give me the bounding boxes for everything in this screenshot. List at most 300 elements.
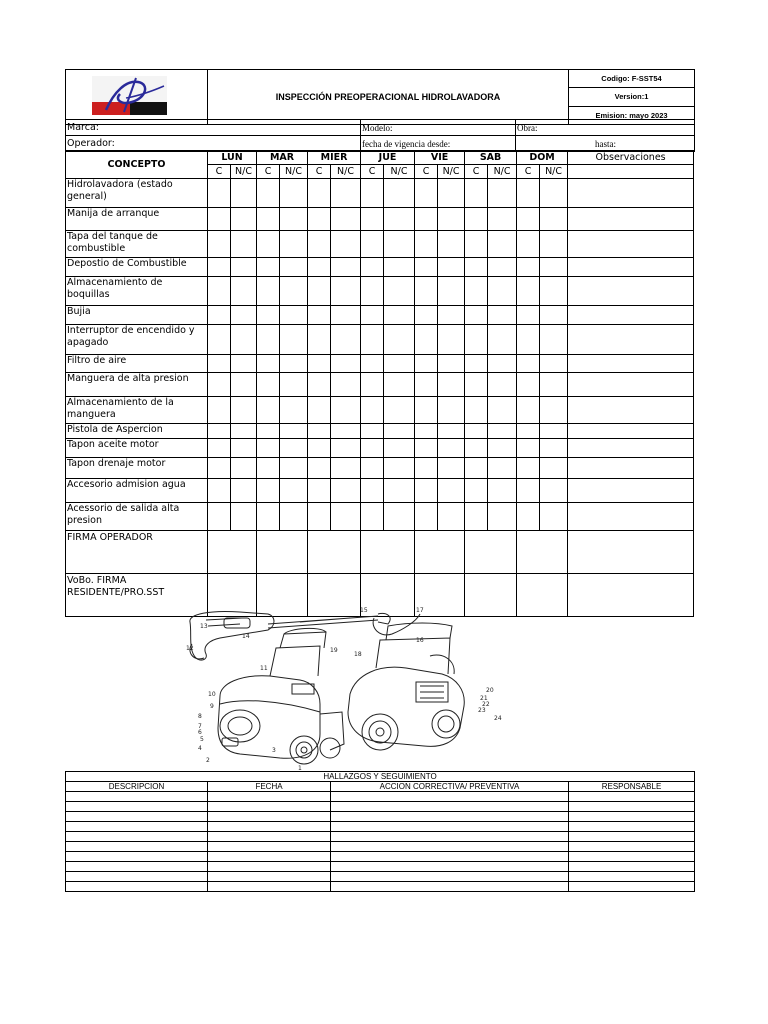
noncompliant-check-cell[interactable] <box>280 231 308 258</box>
noncompliant-check-cell[interactable] <box>540 277 568 306</box>
compliant-check-cell[interactable] <box>465 277 488 306</box>
compliant-check-cell[interactable] <box>208 231 231 258</box>
noncompliant-check-cell[interactable] <box>540 373 568 397</box>
signature-cell[interactable] <box>517 574 568 617</box>
compliant-check-cell[interactable] <box>308 458 331 479</box>
compliant-check-cell[interactable] <box>517 179 540 208</box>
findings-table <box>65 771 695 892</box>
noncompliant-check-cell[interactable] <box>438 424 465 439</box>
noncompliant-check-cell[interactable] <box>231 503 257 531</box>
compliant-check-cell[interactable] <box>208 306 231 325</box>
noncompliant-check-cell[interactable] <box>280 439 308 458</box>
compliant-check-cell[interactable] <box>257 424 280 439</box>
compliant-check-cell[interactable] <box>257 208 280 231</box>
findings-cell[interactable] <box>208 842 331 852</box>
signature-cell[interactable] <box>257 531 308 574</box>
noncompliant-check-cell[interactable] <box>384 503 415 531</box>
noncompliant-check-cell[interactable] <box>438 231 465 258</box>
compliant-check-cell[interactable] <box>415 424 438 439</box>
compliant-check-cell[interactable] <box>517 258 540 277</box>
compliant-check-cell[interactable] <box>517 458 540 479</box>
findings-col-header: DESCRIPCION <box>66 782 208 792</box>
compliant-check-cell[interactable] <box>465 458 488 479</box>
noncompliant-check-cell[interactable] <box>384 424 415 439</box>
compliant-check-cell[interactable] <box>208 277 231 306</box>
observation-cell[interactable] <box>568 574 694 617</box>
compliant-check-cell[interactable] <box>208 208 231 231</box>
noncompliant-check-cell[interactable] <box>331 277 361 306</box>
noncompliant-check-cell[interactable] <box>331 231 361 258</box>
compliant-check-cell[interactable] <box>257 479 280 503</box>
checklist-item-label: Tapa del tanque de combustible <box>66 231 208 258</box>
noncompliant-check-cell[interactable] <box>231 258 257 277</box>
findings-cell[interactable] <box>569 842 695 852</box>
compliant-check-cell[interactable] <box>257 439 280 458</box>
findings-cell[interactable] <box>208 822 331 832</box>
compliant-check-cell[interactable] <box>257 258 280 277</box>
compliant-check-cell[interactable] <box>465 373 488 397</box>
observation-cell[interactable] <box>568 306 694 325</box>
concept-header: CONCEPTO <box>66 151 208 179</box>
noncompliant-check-cell[interactable] <box>384 231 415 258</box>
noncompliant-check-cell[interactable] <box>488 458 517 479</box>
noncompliant-check-cell[interactable] <box>540 231 568 258</box>
operator-field[interactable]: Operador: <box>66 136 361 152</box>
compliant-check-cell[interactable] <box>361 306 384 325</box>
noncompliant-check-cell[interactable] <box>488 325 517 355</box>
signature-label: VoBo. FIRMA RESIDENTE/PRO.SST <box>66 574 208 617</box>
noncompliant-check-cell[interactable] <box>331 458 361 479</box>
observation-cell[interactable] <box>568 458 694 479</box>
noncompliant-check-cell[interactable] <box>384 325 415 355</box>
compliant-check-cell[interactable] <box>415 208 438 231</box>
compliant-check-cell[interactable] <box>361 277 384 306</box>
compliant-check-cell[interactable] <box>361 479 384 503</box>
compliant-check-cell[interactable] <box>415 231 438 258</box>
noncompliant-check-cell[interactable] <box>438 355 465 373</box>
compliant-check-cell[interactable] <box>465 424 488 439</box>
findings-cell[interactable] <box>208 832 331 842</box>
compliant-check-cell[interactable] <box>361 325 384 355</box>
compliant-check-cell[interactable] <box>308 355 331 373</box>
compliant-check-cell[interactable] <box>415 355 438 373</box>
compliant-check-cell[interactable] <box>415 458 438 479</box>
noncompliant-check-cell[interactable] <box>540 325 568 355</box>
compliant-check-cell[interactable] <box>517 439 540 458</box>
noncompliant-check-cell[interactable] <box>331 479 361 503</box>
findings-cell[interactable] <box>208 792 331 802</box>
noncompliant-check-cell[interactable] <box>438 458 465 479</box>
compliant-check-cell[interactable] <box>208 503 231 531</box>
findings-cell[interactable] <box>66 852 208 862</box>
noncompliant-check-cell[interactable] <box>331 179 361 208</box>
diagram-callout: 7 <box>198 723 202 730</box>
findings-cell[interactable] <box>331 792 569 802</box>
compliant-check-cell[interactable] <box>308 277 331 306</box>
compliant-check-cell[interactable] <box>517 373 540 397</box>
findings-cell[interactable] <box>569 852 695 862</box>
noncompliant-check-cell[interactable] <box>331 503 361 531</box>
observation-cell[interactable] <box>568 479 694 503</box>
compliant-check-cell[interactable] <box>208 458 231 479</box>
findings-cell[interactable] <box>66 862 208 872</box>
noncompliant-check-cell[interactable] <box>231 179 257 208</box>
noncompliant-check-cell[interactable] <box>540 355 568 373</box>
compliant-check-cell[interactable] <box>257 355 280 373</box>
findings-cell[interactable] <box>66 872 208 882</box>
noncompliant-check-cell[interactable] <box>438 258 465 277</box>
noncompliant-check-cell[interactable] <box>488 258 517 277</box>
noncompliant-check-cell[interactable] <box>488 355 517 373</box>
noncompliant-check-cell[interactable] <box>280 208 308 231</box>
compliant-check-cell[interactable] <box>257 458 280 479</box>
noncompliant-check-cell[interactable] <box>280 306 308 325</box>
compliant-check-cell[interactable] <box>415 306 438 325</box>
compliant-check-cell[interactable] <box>465 439 488 458</box>
diagram-callout: 6 <box>198 729 202 736</box>
compliant-check-cell[interactable] <box>257 503 280 531</box>
compliant-check-cell[interactable] <box>208 355 231 373</box>
findings-cell[interactable] <box>331 852 569 862</box>
noncompliant-check-cell[interactable] <box>384 258 415 277</box>
noncompliant-check-cell[interactable] <box>384 458 415 479</box>
noncompliant-check-cell[interactable] <box>488 439 517 458</box>
noncompliant-check-cell[interactable] <box>280 355 308 373</box>
compliant-col-header: C <box>257 165 280 179</box>
compliant-check-cell[interactable] <box>361 231 384 258</box>
noncompliant-check-cell[interactable] <box>384 277 415 306</box>
noncompliant-check-cell[interactable] <box>280 277 308 306</box>
findings-cell[interactable] <box>66 842 208 852</box>
compliant-check-cell[interactable] <box>208 439 231 458</box>
findings-cell[interactable] <box>208 862 331 872</box>
noncompliant-check-cell[interactable] <box>540 503 568 531</box>
findings-cell[interactable] <box>331 862 569 872</box>
brand-field[interactable]: Marca: <box>66 120 361 136</box>
compliant-check-cell[interactable] <box>415 373 438 397</box>
compliant-check-cell[interactable] <box>415 479 438 503</box>
compliant-check-cell[interactable] <box>308 258 331 277</box>
noncompliant-check-cell[interactable] <box>438 179 465 208</box>
noncompliant-check-cell[interactable] <box>438 439 465 458</box>
compliant-check-cell[interactable] <box>465 306 488 325</box>
noncompliant-check-cell[interactable] <box>231 373 257 397</box>
compliant-check-cell[interactable] <box>361 458 384 479</box>
noncompliant-check-cell[interactable] <box>331 439 361 458</box>
noncompliant-check-cell[interactable] <box>438 373 465 397</box>
findings-cell[interactable] <box>569 882 695 892</box>
compliant-check-cell[interactable] <box>415 277 438 306</box>
findings-cell[interactable] <box>66 822 208 832</box>
compliant-check-cell[interactable] <box>208 179 231 208</box>
noncompliant-check-cell[interactable] <box>438 503 465 531</box>
compliant-check-cell[interactable] <box>465 479 488 503</box>
observation-cell[interactable] <box>568 325 694 355</box>
noncompliant-check-cell[interactable] <box>384 373 415 397</box>
observation-cell[interactable] <box>568 373 694 397</box>
noncompliant-check-cell[interactable] <box>231 231 257 258</box>
compliant-check-cell[interactable] <box>361 355 384 373</box>
compliant-check-cell[interactable] <box>308 325 331 355</box>
findings-cell[interactable] <box>569 832 695 842</box>
noncompliant-check-cell[interactable] <box>231 325 257 355</box>
checklist-item-label: Pistola de Aspercion <box>66 424 208 439</box>
noncompliant-check-cell[interactable] <box>384 439 415 458</box>
compliant-check-cell[interactable] <box>308 479 331 503</box>
noncompliant-check-cell[interactable] <box>280 373 308 397</box>
compliant-check-cell[interactable] <box>465 355 488 373</box>
compliant-check-cell[interactable] <box>415 179 438 208</box>
noncompliant-check-cell[interactable] <box>331 424 361 439</box>
findings-cell[interactable] <box>331 812 569 822</box>
noncompliant-check-cell[interactable] <box>540 479 568 503</box>
findings-cell[interactable] <box>66 812 208 822</box>
findings-cell[interactable] <box>66 792 208 802</box>
compliant-check-cell[interactable] <box>517 503 540 531</box>
noncompliant-check-cell[interactable] <box>540 439 568 458</box>
noncompliant-check-cell[interactable] <box>280 397 308 424</box>
noncompliant-check-cell[interactable] <box>540 397 568 424</box>
noncompliant-check-cell[interactable] <box>488 277 517 306</box>
compliant-check-cell[interactable] <box>257 373 280 397</box>
compliant-check-cell[interactable] <box>415 503 438 531</box>
diagram-callout: 4 <box>198 745 202 752</box>
compliant-check-cell[interactable] <box>257 325 280 355</box>
noncompliant-check-cell[interactable] <box>280 503 308 531</box>
compliant-check-cell[interactable] <box>208 325 231 355</box>
findings-cell[interactable] <box>208 872 331 882</box>
compliant-check-cell[interactable] <box>517 325 540 355</box>
compliant-check-cell[interactable] <box>308 179 331 208</box>
noncompliant-check-cell[interactable] <box>438 325 465 355</box>
noncompliant-check-cell[interactable] <box>280 424 308 439</box>
signature-cell[interactable] <box>517 531 568 574</box>
noncompliant-check-cell[interactable] <box>438 306 465 325</box>
noncompliant-check-cell[interactable] <box>488 424 517 439</box>
compliant-check-cell[interactable] <box>308 373 331 397</box>
findings-cell[interactable] <box>331 842 569 852</box>
compliant-check-cell[interactable] <box>361 258 384 277</box>
compliant-check-cell[interactable] <box>465 397 488 424</box>
compliant-check-cell[interactable] <box>517 208 540 231</box>
findings-cell[interactable] <box>331 832 569 842</box>
noncompliant-check-cell[interactable] <box>384 355 415 373</box>
compliant-check-cell[interactable] <box>308 424 331 439</box>
findings-cell[interactable] <box>66 882 208 892</box>
noncompliant-check-cell[interactable] <box>540 208 568 231</box>
noncompliant-check-cell[interactable] <box>540 179 568 208</box>
noncompliant-check-cell[interactable] <box>488 479 517 503</box>
observation-cell[interactable] <box>568 231 694 258</box>
signature-cell[interactable] <box>208 531 257 574</box>
noncompliant-check-cell[interactable] <box>488 179 517 208</box>
checklist-row <box>66 306 694 325</box>
compliant-check-cell[interactable] <box>517 277 540 306</box>
findings-row <box>66 862 695 872</box>
checklist-row <box>66 503 694 531</box>
noncompliant-check-cell[interactable] <box>331 373 361 397</box>
noncompliant-check-cell[interactable] <box>488 397 517 424</box>
compliant-check-cell[interactable] <box>361 439 384 458</box>
observation-cell[interactable] <box>568 503 694 531</box>
noncompliant-check-cell[interactable] <box>231 439 257 458</box>
compliant-check-cell[interactable] <box>308 231 331 258</box>
observation-cell[interactable] <box>568 397 694 424</box>
signature-cell[interactable] <box>308 531 361 574</box>
compliant-check-cell[interactable] <box>208 479 231 503</box>
compliant-check-cell[interactable] <box>257 179 280 208</box>
observation-cell[interactable] <box>568 355 694 373</box>
noncompliant-check-cell[interactable] <box>384 179 415 208</box>
noncompliant-check-cell[interactable] <box>384 208 415 231</box>
compliant-check-cell[interactable] <box>517 231 540 258</box>
findings-cell[interactable] <box>208 852 331 862</box>
noncompliant-check-cell[interactable] <box>231 306 257 325</box>
findings-cell[interactable] <box>331 872 569 882</box>
findings-cell[interactable] <box>331 822 569 832</box>
observation-cell[interactable] <box>568 277 694 306</box>
noncompliant-check-cell[interactable] <box>488 208 517 231</box>
valid-until-field[interactable]: hasta: <box>516 136 695 152</box>
compliant-check-cell[interactable] <box>415 397 438 424</box>
noncompliant-check-cell[interactable] <box>438 277 465 306</box>
compliant-check-cell[interactable] <box>517 355 540 373</box>
noncompliant-check-cell[interactable] <box>331 397 361 424</box>
noncompliant-check-cell[interactable] <box>384 397 415 424</box>
findings-row <box>66 802 695 812</box>
compliant-check-cell[interactable] <box>465 503 488 531</box>
compliant-check-cell[interactable] <box>361 208 384 231</box>
noncompliant-check-cell[interactable] <box>331 325 361 355</box>
checklist-row <box>66 355 694 373</box>
noncompliant-check-cell[interactable] <box>231 479 257 503</box>
observation-cell[interactable] <box>568 208 694 231</box>
noncompliant-check-cell[interactable] <box>540 258 568 277</box>
company-logo <box>66 70 208 120</box>
noncompliant-check-cell[interactable] <box>280 179 308 208</box>
noncompliant-check-cell[interactable] <box>488 231 517 258</box>
noncompliant-check-cell[interactable] <box>384 306 415 325</box>
model-field[interactable]: Modelo: <box>361 120 516 136</box>
compliant-check-cell[interactable] <box>361 179 384 208</box>
compliant-check-cell[interactable] <box>208 258 231 277</box>
compliant-check-cell[interactable] <box>308 397 331 424</box>
observation-cell[interactable] <box>568 179 694 208</box>
noncompliant-check-cell[interactable] <box>231 355 257 373</box>
compliant-check-cell[interactable] <box>308 208 331 231</box>
compliant-check-cell[interactable] <box>257 277 280 306</box>
findings-cell[interactable] <box>331 802 569 812</box>
compliant-check-cell[interactable] <box>257 397 280 424</box>
observation-cell[interactable] <box>568 439 694 458</box>
compliant-check-cell[interactable] <box>465 231 488 258</box>
noncompliant-check-cell[interactable] <box>540 306 568 325</box>
compliant-check-cell[interactable] <box>308 306 331 325</box>
findings-cell[interactable] <box>569 862 695 872</box>
compliant-check-cell[interactable] <box>308 439 331 458</box>
compliant-check-cell[interactable] <box>465 208 488 231</box>
noncompliant-check-cell[interactable] <box>488 503 517 531</box>
noncompliant-check-cell[interactable] <box>438 479 465 503</box>
compliant-check-cell[interactable] <box>361 373 384 397</box>
compliant-check-cell[interactable] <box>208 373 231 397</box>
signature-cell[interactable] <box>415 531 465 574</box>
compliant-check-cell[interactable] <box>465 258 488 277</box>
findings-cell[interactable] <box>569 822 695 832</box>
compliant-check-cell[interactable] <box>208 424 231 439</box>
compliant-check-cell[interactable] <box>208 397 231 424</box>
noncompliant-check-cell[interactable] <box>488 373 517 397</box>
noncompliant-check-cell[interactable] <box>438 397 465 424</box>
compliant-check-cell[interactable] <box>361 503 384 531</box>
compliant-check-cell[interactable] <box>361 424 384 439</box>
findings-cell[interactable] <box>208 812 331 822</box>
findings-cell[interactable] <box>569 802 695 812</box>
findings-cell[interactable] <box>208 802 331 812</box>
noncompliant-check-cell[interactable] <box>331 355 361 373</box>
compliant-check-cell[interactable] <box>465 325 488 355</box>
findings-row <box>66 882 695 892</box>
findings-cell[interactable] <box>66 832 208 842</box>
compliant-check-cell[interactable] <box>517 306 540 325</box>
noncompliant-check-cell[interactable] <box>384 479 415 503</box>
compliant-check-cell[interactable] <box>415 258 438 277</box>
compliant-check-cell[interactable] <box>415 325 438 355</box>
compliant-check-cell[interactable] <box>517 424 540 439</box>
findings-cell[interactable] <box>569 792 695 802</box>
noncompliant-check-cell[interactable] <box>438 208 465 231</box>
noncompliant-check-cell[interactable] <box>231 424 257 439</box>
noncompliant-check-cell[interactable] <box>231 208 257 231</box>
noncompliant-check-cell[interactable] <box>280 325 308 355</box>
noncompliant-check-cell[interactable] <box>331 258 361 277</box>
findings-cell[interactable] <box>208 882 331 892</box>
compliant-check-cell[interactable] <box>465 179 488 208</box>
valid-from-field[interactable]: fecha de vigencia desde: <box>361 136 516 152</box>
noncompliant-check-cell[interactable] <box>280 258 308 277</box>
noncompliant-check-cell[interactable] <box>231 277 257 306</box>
compliant-check-cell[interactable] <box>517 397 540 424</box>
observation-cell[interactable] <box>568 531 694 574</box>
findings-cell[interactable] <box>569 872 695 882</box>
signature-cell[interactable] <box>361 531 415 574</box>
findings-cell[interactable] <box>66 802 208 812</box>
compliant-check-cell[interactable] <box>517 479 540 503</box>
site-field[interactable]: Obra: <box>516 120 695 136</box>
findings-cell[interactable] <box>331 882 569 892</box>
noncompliant-check-cell[interactable] <box>488 306 517 325</box>
findings-cell[interactable] <box>569 812 695 822</box>
noncompliant-check-cell[interactable] <box>280 458 308 479</box>
noncompliant-check-cell[interactable] <box>280 479 308 503</box>
noncompliant-check-cell[interactable] <box>540 424 568 439</box>
compliant-check-cell[interactable] <box>257 306 280 325</box>
noncompliant-check-cell[interactable] <box>231 458 257 479</box>
compliant-check-cell[interactable] <box>361 397 384 424</box>
noncompliant-check-cell[interactable] <box>540 458 568 479</box>
observation-cell[interactable] <box>568 424 694 439</box>
noncompliant-check-cell[interactable] <box>331 306 361 325</box>
findings-row <box>66 842 695 852</box>
observation-cell[interactable] <box>568 258 694 277</box>
noncompliant-check-cell[interactable] <box>231 397 257 424</box>
info-table <box>65 119 695 152</box>
signature-cell[interactable] <box>465 531 517 574</box>
compliant-check-cell[interactable] <box>308 503 331 531</box>
compliant-check-cell[interactable] <box>415 439 438 458</box>
noncompliant-check-cell[interactable] <box>331 208 361 231</box>
compliant-check-cell[interactable] <box>257 231 280 258</box>
